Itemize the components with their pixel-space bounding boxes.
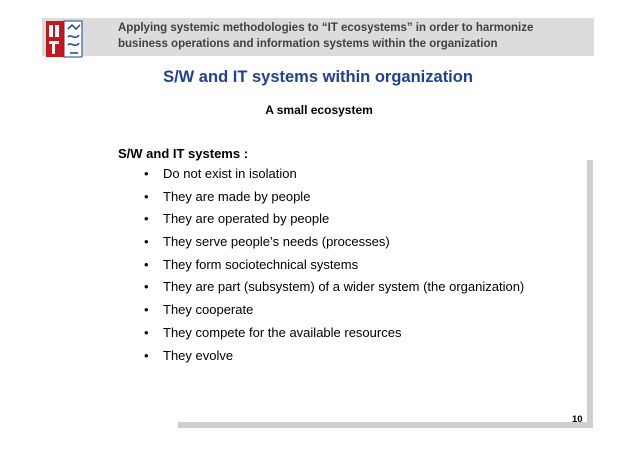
bullet-item bbox=[140, 254, 524, 277]
bullet-icon: • bbox=[144, 188, 149, 204]
slide-title-text: S/W and IT systems within organization bbox=[163, 68, 473, 86]
header-line-1: Applying systemic methodologies to “IT ecosystems” in order to harmonize bbox=[118, 22, 534, 34]
page-number: 10 bbox=[572, 414, 583, 425]
university-crest-icon bbox=[44, 19, 84, 59]
bullet-item bbox=[140, 208, 524, 231]
bullet-item bbox=[140, 345, 524, 368]
bullet-item bbox=[140, 231, 524, 254]
header-text bbox=[118, 20, 588, 52]
bullet-text: They are part (subsystem) of a wider system (the organization) bbox=[163, 279, 525, 295]
bullet-text: They form sociotechnical systems bbox=[163, 256, 359, 272]
bullet-text: They are operated by people bbox=[163, 211, 330, 227]
slide-subtitle: A small ecosystem bbox=[265, 103, 373, 117]
bullet-item bbox=[140, 276, 524, 299]
bullet-list bbox=[140, 163, 524, 367]
slide-title bbox=[0, 68, 638, 87]
bullet-item bbox=[140, 186, 524, 209]
bullet-item bbox=[140, 299, 524, 322]
bullet-text: They serve people’s needs (processes) bbox=[163, 234, 390, 250]
bullet-icon: • bbox=[144, 302, 149, 318]
section-heading: S/W and IT systems : bbox=[118, 146, 249, 161]
bullet-item bbox=[140, 163, 524, 186]
bullet-icon: • bbox=[144, 256, 149, 272]
bullet-text: They are made by people bbox=[163, 188, 311, 204]
bullet-icon: • bbox=[144, 324, 149, 340]
bullet-icon: • bbox=[144, 347, 149, 363]
header-line-2: business operations and information systems within the organization bbox=[118, 38, 498, 50]
bullet-text: They cooperate bbox=[163, 302, 254, 318]
slide-shadow-right bbox=[587, 160, 593, 428]
bullet-item bbox=[140, 322, 524, 345]
bullet-icon: • bbox=[144, 211, 149, 227]
bullet-icon: • bbox=[144, 234, 149, 250]
bullet-text: They evolve bbox=[163, 347, 234, 363]
bullet-text: They compete for the available resources bbox=[163, 324, 402, 340]
bullet-text: Do not exist in isolation bbox=[163, 166, 297, 181]
slide-shadow-bottom bbox=[178, 422, 593, 428]
bullet-icon: • bbox=[144, 166, 149, 181]
bullet-icon: • bbox=[144, 279, 149, 295]
